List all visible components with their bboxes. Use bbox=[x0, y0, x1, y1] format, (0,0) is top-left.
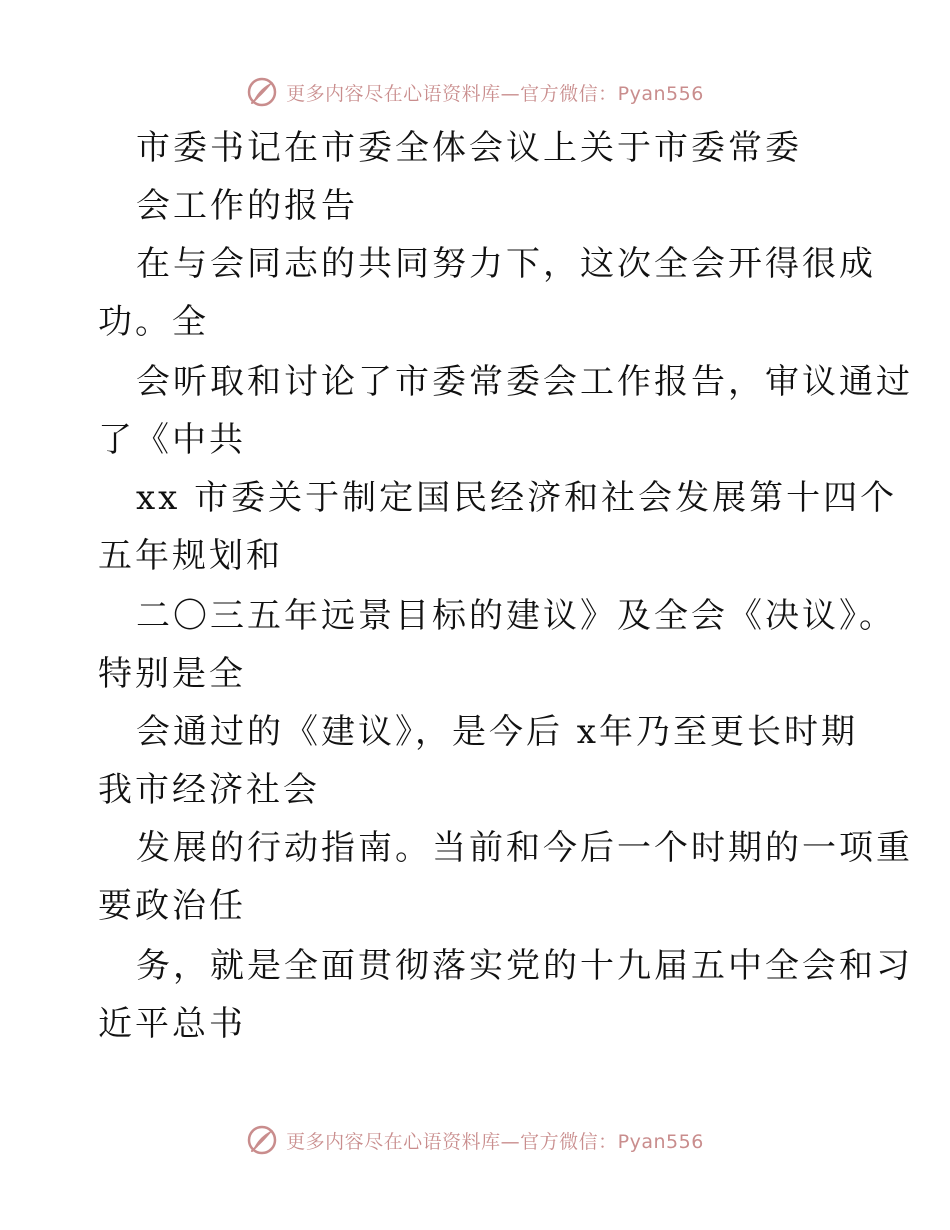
title-line-2: 会工作的报告 bbox=[136, 186, 358, 226]
feather-pen-logo-icon bbox=[246, 1124, 278, 1156]
paragraph-line: xx 市委关于制定国民经济和社会发展第十四个 bbox=[136, 478, 898, 518]
footer-watermark bbox=[0, 1120, 950, 1160]
paragraph-line: 功。全 bbox=[98, 302, 209, 342]
watermark-text: 更多内容尽在心语资料库—官方微信：Pyan556 bbox=[286, 1130, 704, 1153]
watermark-text: 更多内容尽在心语资料库—官方微信：Pyan556 bbox=[286, 82, 704, 105]
paragraph-line: 在与会同志的共同努力下，这次全会开得很成 bbox=[136, 244, 876, 284]
paragraph-line: 务，就是全面贯彻落实党的十九届五中全会和习 bbox=[136, 946, 913, 986]
paragraph-line: 我市经济社会 bbox=[98, 770, 320, 810]
header-watermark bbox=[0, 72, 950, 112]
title-line-1: 市委书记在市委全体会议上关于市委常委 bbox=[136, 128, 802, 168]
paragraph-line: 发展的行动指南。当前和今后一个时期的一项重 bbox=[136, 828, 913, 868]
feather-pen-logo-icon bbox=[246, 76, 278, 108]
paragraph-line: 五年规划和 bbox=[98, 536, 283, 576]
paragraph-line: 特别是全 bbox=[98, 654, 246, 694]
paragraph-line: 了《中共 bbox=[98, 420, 246, 460]
paragraph-line: 近平总书 bbox=[98, 1004, 246, 1044]
paragraph-line: 要政治任 bbox=[98, 886, 246, 926]
paragraph-line: 二〇三五年远景目标的建议》及全会《决议》。 bbox=[136, 596, 896, 636]
paragraph-line: 会听取和讨论了市委常委会工作报告，审议通过 bbox=[136, 362, 913, 402]
paragraph-line: 会通过的《建议》，是今后 x年乃至更长时期 bbox=[136, 712, 858, 752]
